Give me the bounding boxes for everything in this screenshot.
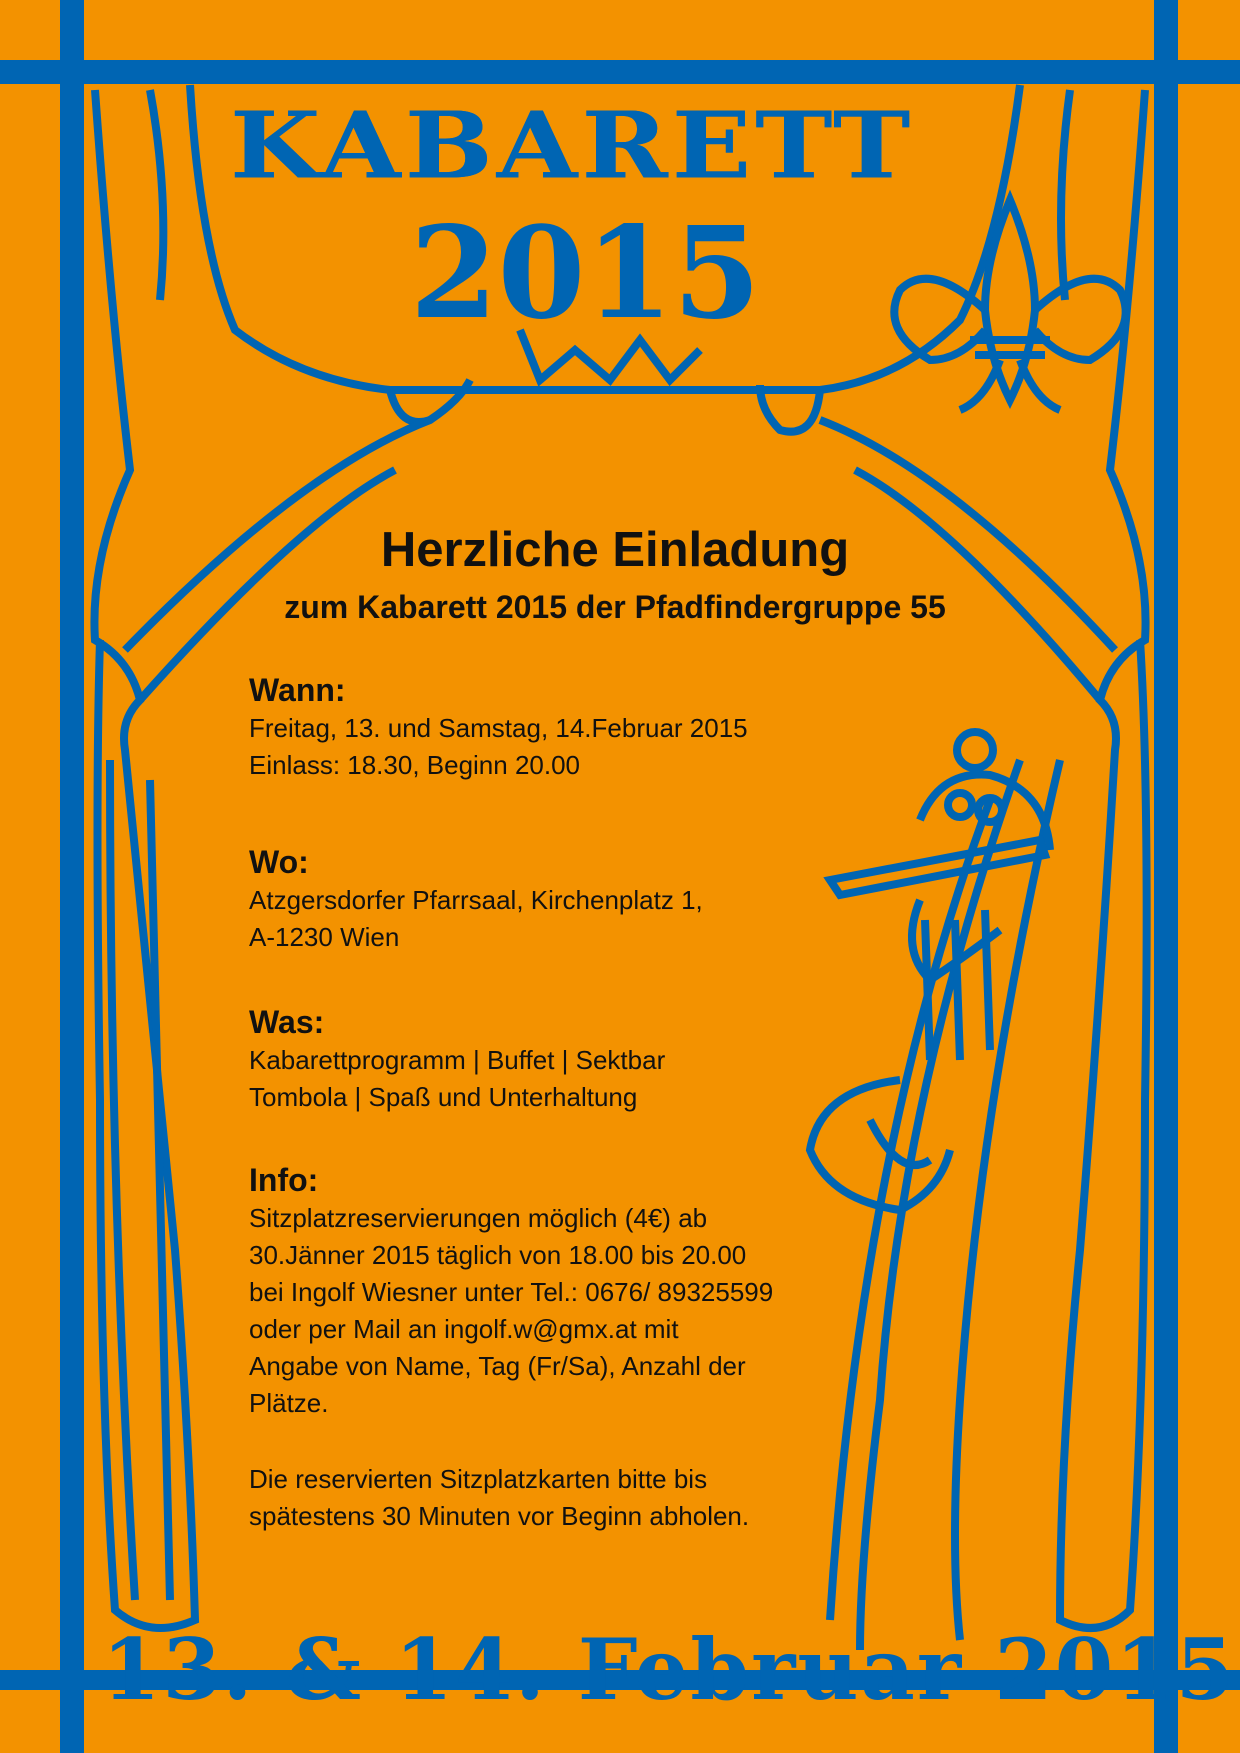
section-line: oder per Mail an ingolf.w@gmx.at mit — [249, 1314, 679, 1344]
section-line: Tombola | Spaß und Unterhaltung — [249, 1082, 638, 1112]
footer-date: 13. & 14. Februar 2015 — [102, 1620, 1237, 1719]
section-what — [249, 1002, 849, 1116]
note-line: spätestens 30 Minuten vor Beginn abholen. — [249, 1501, 750, 1531]
section-where — [249, 842, 849, 956]
section-line: Angabe von Name, Tag (Fr/Sa), Anzahl der — [249, 1351, 746, 1381]
section-label: Info: — [249, 1162, 319, 1198]
section-label: Wann: — [249, 672, 346, 708]
invitation-heading: Herzliche Einladung — [380, 523, 850, 577]
section-line: 30.Jänner 2015 täglich von 18.00 bis 20.00 — [249, 1240, 747, 1270]
section-line: Sitzplatzreservierungen möglich (4€) ab — [249, 1203, 708, 1233]
section-line: Einlass: 18.30, Beginn 20.00 — [249, 750, 581, 780]
section-when — [249, 670, 849, 784]
reservation-note — [249, 1461, 849, 1535]
section-line: A-1230 Wien — [249, 922, 400, 952]
section-line: Atzgersdorfer Pfarrsaal, Kirchenplatz 1, — [249, 885, 703, 915]
note-line: Die reservierten Sitzplatzkarten bitte bis — [249, 1464, 708, 1494]
section-line: Plätze. — [249, 1388, 329, 1418]
invitation-subheading: zum Kabarett 2015 der Pfadfindergruppe 55 — [284, 589, 946, 625]
section-line: bei Ingolf Wiesner unter Tel.: 0676/ 89325599 — [249, 1277, 774, 1307]
section-label: Was: — [249, 1004, 325, 1040]
section-label: Wo: — [249, 844, 309, 880]
section-info — [249, 1160, 849, 1422]
poster-year: 2015 — [410, 199, 761, 347]
section-line: Freitag, 13. und Samstag, 14.Februar 2015 — [249, 713, 748, 743]
section-line: Kabarettprogramm | Buffet | Sektbar — [249, 1045, 666, 1075]
poster-title: KABARETT — [230, 91, 915, 200]
